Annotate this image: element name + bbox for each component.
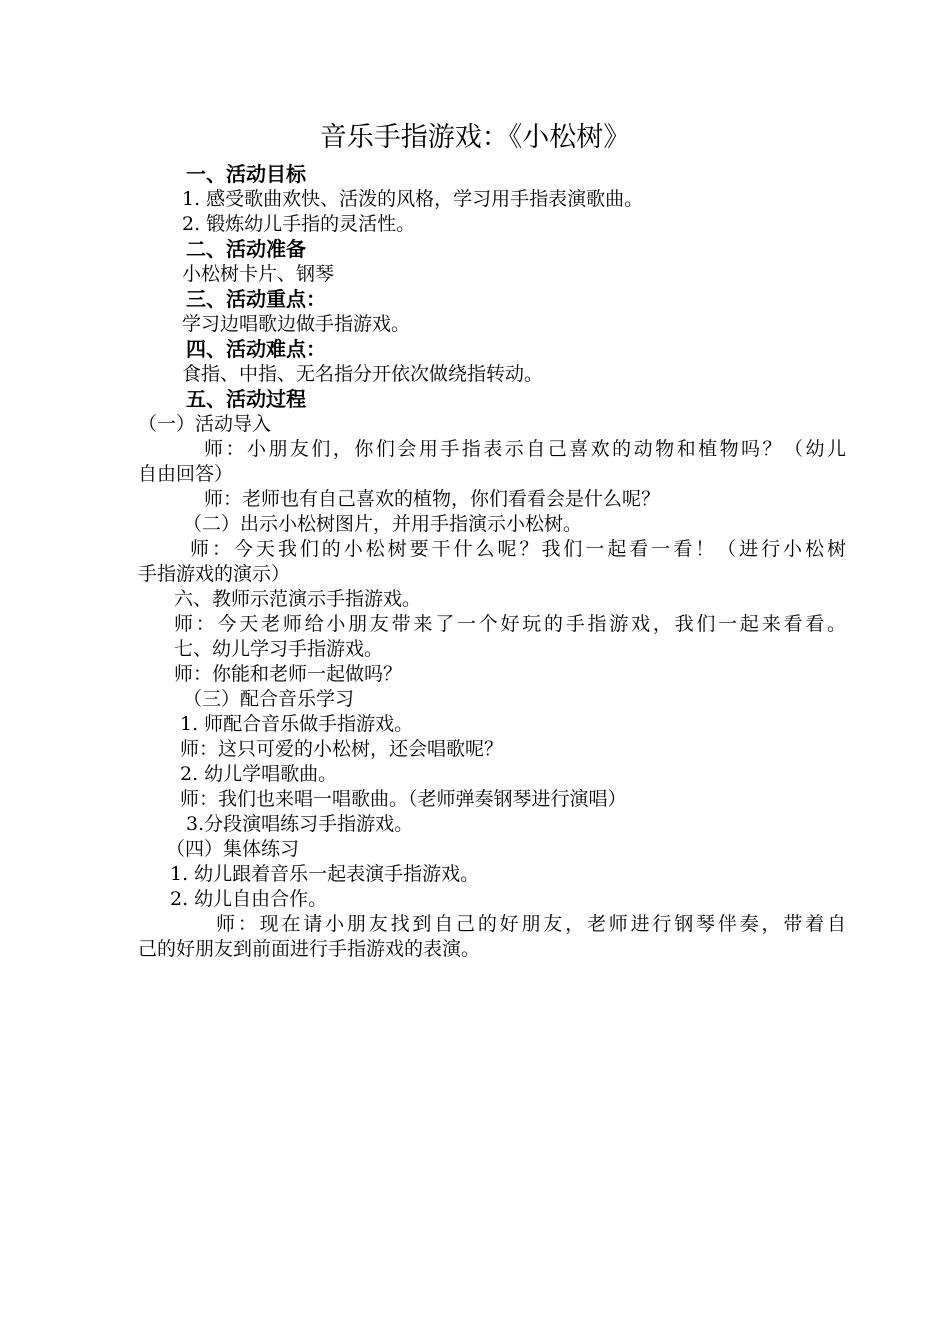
- process-line: 师：今天老师给小朋友带来了一个好玩的手指游戏，我们一起来看看。: [174, 613, 846, 635]
- heading-goal: 一、活动目标: [186, 162, 306, 186]
- prep-text: 小松树卡片、钢琴: [182, 263, 335, 285]
- heading-process: 五、活动过程: [186, 387, 306, 411]
- difficulty-text: 食指、中指、无名指分开依次做绕指转动。: [182, 363, 544, 385]
- process-line: 师：小朋友们，你们会用手指表示自己喜欢的动物和植物吗？（幼儿: [204, 438, 846, 460]
- focus-text: 学习边唱歌边做手指游戏。: [182, 313, 411, 335]
- process-line: 手指游戏的演示）: [138, 563, 291, 585]
- heading-focus: 三、活动重点：: [186, 287, 326, 311]
- process-line: 2. 幼儿自由合作。: [170, 888, 328, 910]
- heading-difficulty: 四、活动难点：: [186, 337, 326, 361]
- goal-item-2: 2. 锻炼幼儿手指的灵活性。: [182, 213, 416, 235]
- process-line: （四）集体练习: [166, 838, 300, 860]
- process-line: （二）出示小松树图片，并用手指演示小松树。: [183, 513, 583, 535]
- process-line: 师：你能和老师一起做吗？: [174, 663, 403, 685]
- process-line: 自由回答）: [138, 463, 234, 485]
- process-line: 己的好朋友到前面进行手指游戏的表演。: [138, 938, 481, 960]
- process-line: 师：现在请小朋友找到自己的好朋友，老师进行钢琴伴奏，带着自: [216, 913, 846, 935]
- process-line: 六、教师示范演示手指游戏。: [174, 588, 422, 610]
- heading-prep: 二、活动准备: [186, 237, 306, 261]
- process-line: 师：我们也来唱一唱歌曲。（老师弹奏钢琴进行演唱）: [180, 788, 627, 810]
- document-title: 音乐手指游戏：《小松树》: [319, 122, 631, 153]
- process-line: 1. 师配合音乐做手指游戏。: [180, 713, 414, 735]
- process-line: 师：今天我们的小松树要干什么呢？我们一起看一看！（进行小松树: [190, 538, 846, 560]
- process-line: 1. 幼儿跟着音乐一起表演手指游戏。: [170, 863, 480, 885]
- process-line: 师：老师也有自己喜欢的植物，你们看看会是什么呢？: [204, 488, 661, 510]
- process-line: （三）配合音乐学习: [183, 688, 355, 710]
- process-line: 3.分段演唱练习手指游戏。: [186, 813, 414, 835]
- goal-item-1: 1. 感受歌曲欢快、活泼的风格，学习用手指表演歌曲。: [182, 188, 644, 210]
- process-line: 2. 幼儿学唱歌曲。: [180, 763, 338, 785]
- process-line: 七、幼儿学习手指游戏。: [174, 638, 384, 660]
- process-line: 师：这只可爱的小松树，还会唱歌呢？: [180, 738, 504, 760]
- process-line: （一）活动导入: [138, 413, 272, 435]
